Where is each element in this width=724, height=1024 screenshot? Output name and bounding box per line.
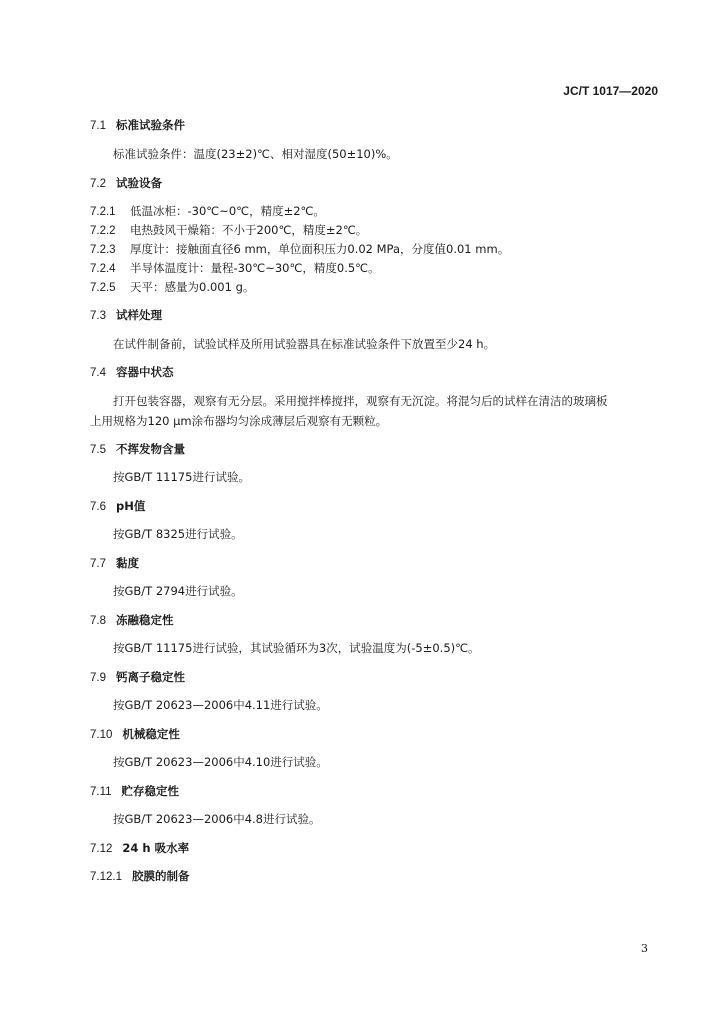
section-7-10-text: 按GB/T 20623—2006中4.10进行试验。: [113, 755, 328, 769]
standard-code-header: JC/T 1017—2020: [563, 84, 658, 98]
section-title: 试样处理: [116, 308, 162, 322]
clause-text: 天平：感量为0.001 g。: [130, 280, 255, 294]
section-7-10-heading: [90, 726, 180, 743]
section-title: 容器中状态: [116, 365, 174, 379]
section-number: 7.2: [90, 178, 106, 190]
clause-number: 7.2.3: [90, 244, 116, 256]
section-7-3-heading: [90, 307, 162, 324]
clause-7-2-1: [90, 203, 325, 220]
section-7-6-heading: [90, 498, 145, 515]
section-number: 7.3: [90, 310, 106, 322]
section-7-5-heading: [90, 441, 185, 458]
clause-number: 7.2.4: [90, 263, 116, 275]
section-7-8-text: 按GB/T 11175进行试验，其试验循环为3次，试验温度为(-5±0.5)℃。: [113, 641, 480, 655]
section-7-11-text: 按GB/T 20623—2006中4.8进行试验。: [113, 812, 321, 826]
section-number: 7.7: [90, 558, 106, 570]
section-number: 7.9: [90, 672, 106, 684]
clause-number: 7.2.1: [90, 206, 116, 218]
section-7-1-heading: [90, 117, 185, 134]
section-title: 不挥发物含量: [116, 442, 185, 456]
section-7-2-heading: [90, 175, 162, 192]
section-7-11-heading: [90, 783, 179, 800]
section-7-7-text: 按GB/T 2794进行试验。: [113, 584, 243, 598]
clause-number: 7.2.2: [90, 225, 116, 237]
clause-text: 厚度计：接触面直径6 mm，单位面积压力0.02 MPa，分度值0.01 mm。: [130, 242, 510, 256]
page-number: 3: [641, 942, 648, 955]
section-title: pH值: [116, 499, 146, 513]
clause-text: 电热鼓风干燥箱：不小于200℃，精度±2℃。: [130, 223, 368, 237]
clause-7-2-3: [90, 241, 509, 258]
clause-7-2-4: [90, 260, 380, 277]
section-title: 试验设备: [116, 176, 162, 190]
clause-7-2-5: [90, 279, 254, 296]
section-title: 胶膜的制备: [131, 869, 190, 883]
section-number: 7.4: [90, 367, 106, 379]
section-number: 7.5: [90, 444, 106, 456]
clause-text: 低温冰柜：-30℃~0℃，精度±2℃。: [130, 204, 325, 218]
section-7-9-heading: [90, 669, 185, 686]
section-number: 7.12: [90, 843, 113, 855]
section-title: 标准试验条件: [116, 118, 185, 132]
section-title: 机械稳定性: [122, 727, 180, 741]
section-number: 7.8: [90, 615, 106, 627]
section-title: 钙离子稳定性: [116, 670, 185, 684]
section-7-4-heading: [90, 364, 174, 381]
section-7-1-text: 标准试验条件：温度(23±2)℃、相对湿度(50±10)%。: [113, 147, 398, 161]
section-title: 黏度: [116, 556, 139, 570]
section-7-5-text: 按GB/T 11175进行试验。: [113, 470, 250, 484]
section-number: 7.10: [90, 729, 113, 741]
section-title: 贮存稳定性: [121, 784, 180, 798]
section-title: 冻融稳定性: [116, 613, 174, 627]
section-7-8-heading: [90, 612, 174, 629]
section-7-6-text: 按GB/T 8325进行试验。: [113, 527, 243, 541]
section-7-12-heading: [90, 840, 189, 857]
section-7-12-1-heading: [90, 868, 189, 885]
clause-number: 7.2.5: [90, 282, 116, 294]
clause-7-2-2: [90, 222, 367, 239]
section-title: 24 h 吸水率: [122, 841, 190, 855]
section-7-9-text: 按GB/T 20623—2006中4.11进行试验。: [113, 698, 328, 712]
clause-text: 半导体温度计：量程-30℃~30℃，精度0.5℃。: [130, 261, 380, 275]
section-number: 7.12.1: [90, 871, 122, 883]
section-7-7-heading: [90, 555, 139, 572]
section-number: 7.1: [90, 120, 106, 132]
section-7-4-text: 打开包装容器，观察有无分层。采用搅拌棒搅拌，观察有无沉淀。将混匀后的试样在清洁的玻璃板上用规格为120 μm涂布器均匀涂成薄层后观察有无颗粒。: [90, 394, 608, 428]
section-7-3-text: 在试件制备前，试验试样及所用试验器具在标准试验条件下放置至少24 h。: [113, 337, 496, 351]
section-number: 7.11: [90, 786, 112, 798]
section-number: 7.6: [90, 501, 106, 513]
